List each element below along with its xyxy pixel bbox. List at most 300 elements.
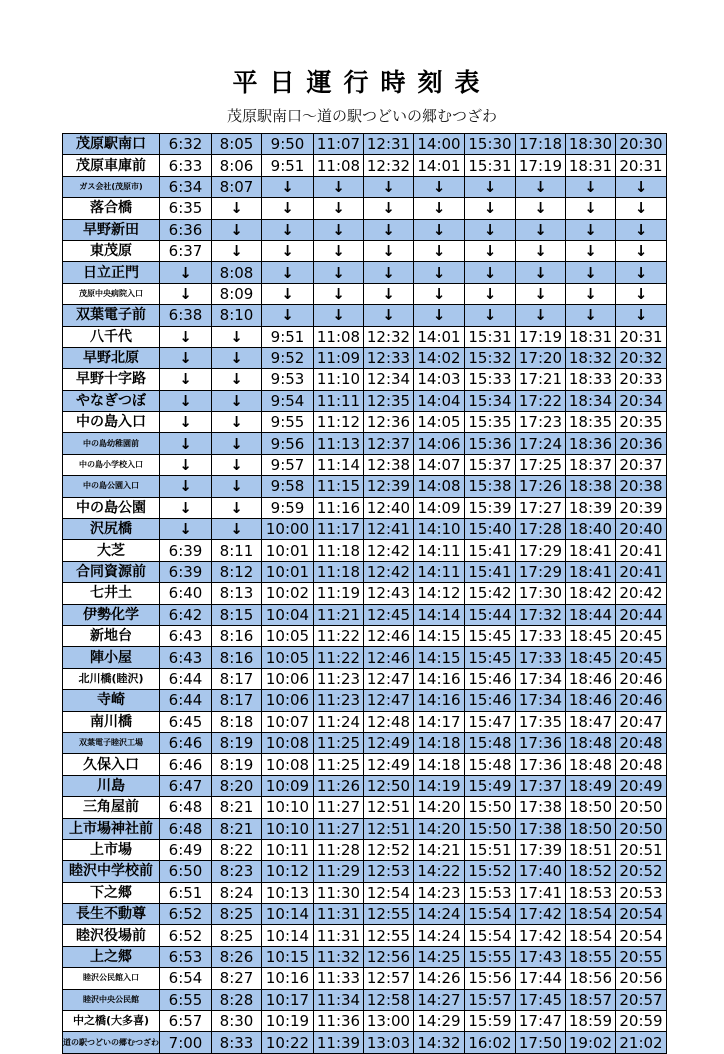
departure-time: 12:55: [364, 904, 414, 925]
departure-time: ↓: [465, 219, 516, 240]
departure-time: 15:50: [465, 818, 516, 839]
departure-time: 12:46: [364, 625, 414, 646]
departure-time: ↓: [262, 198, 314, 219]
departure-time: 20:53: [616, 882, 667, 903]
departure-time: 15:39: [465, 497, 516, 518]
departure-time: 6:43: [160, 625, 212, 646]
departure-time: 12:47: [364, 668, 414, 689]
departure-time: 11:24: [314, 711, 364, 732]
departure-time: 10:06: [262, 690, 314, 711]
stop-name: 南川橋: [63, 711, 160, 732]
table-row: [63, 134, 667, 155]
stop-name: 寺崎: [63, 690, 160, 711]
departure-time: 11:13: [314, 433, 364, 454]
departure-time: 10:01: [262, 540, 314, 561]
departure-time: 8:21: [212, 818, 262, 839]
departure-time: 14:04: [414, 390, 465, 411]
departure-time: 14:09: [414, 497, 465, 518]
departure-time: 17:29: [516, 561, 566, 582]
departure-time: 8:09: [212, 283, 262, 304]
table-row: [63, 732, 667, 753]
table-row: [63, 625, 667, 646]
departure-time: 17:43: [516, 946, 566, 967]
departure-time: 18:41: [566, 561, 616, 582]
departure-time: ↓: [314, 283, 364, 304]
departure-time: 17:27: [516, 497, 566, 518]
departure-time: 18:44: [566, 604, 616, 625]
departure-time: 15:46: [465, 690, 516, 711]
table-row: [63, 690, 667, 711]
table-row: [63, 647, 667, 668]
departure-time: 14:19: [414, 775, 465, 796]
departure-time: 17:28: [516, 519, 566, 540]
stop-name: 久保入口: [63, 754, 160, 775]
departure-time: 18:51: [566, 839, 616, 860]
departure-time: 15:36: [465, 433, 516, 454]
departure-time: 12:32: [364, 326, 414, 347]
table-row: [63, 519, 667, 540]
table-row: [63, 1032, 667, 1053]
departure-time: ↓: [314, 240, 364, 261]
departure-time: 17:21: [516, 369, 566, 390]
departure-time: 12:32: [364, 155, 414, 176]
departure-time: 18:40: [566, 519, 616, 540]
table-row: [63, 454, 667, 475]
table-row: [63, 583, 667, 604]
departure-time: 6:57: [160, 1011, 212, 1032]
departure-time: 17:37: [516, 775, 566, 796]
departure-time: 11:23: [314, 690, 364, 711]
departure-time: 20:41: [616, 540, 667, 561]
departure-time: 12:45: [364, 604, 414, 625]
departure-time: 11:08: [314, 155, 364, 176]
stop-name: 早野北原: [63, 347, 160, 368]
departure-time: 18:41: [566, 540, 616, 561]
departure-time: 17:45: [516, 989, 566, 1010]
departure-time: 21:02: [616, 1032, 667, 1053]
departure-time: 6:51: [160, 882, 212, 903]
table-row: [63, 476, 667, 497]
departure-time: 6:52: [160, 925, 212, 946]
departure-time: 10:19: [262, 1011, 314, 1032]
table-row: [63, 861, 667, 882]
departure-time: ↓: [566, 240, 616, 261]
departure-time: 11:27: [314, 818, 364, 839]
departure-time: 17:34: [516, 690, 566, 711]
departure-time: 18:33: [566, 369, 616, 390]
departure-time: ↓: [212, 390, 262, 411]
departure-time: 8:25: [212, 925, 262, 946]
departure-time: 17:20: [516, 347, 566, 368]
table-row: [63, 882, 667, 903]
departure-time: ↓: [160, 519, 212, 540]
departure-time: 6:45: [160, 711, 212, 732]
departure-time: 12:34: [364, 369, 414, 390]
stop-name: 大芝: [63, 540, 160, 561]
departure-time: 12:51: [364, 818, 414, 839]
departure-time: ↓: [465, 240, 516, 261]
departure-time: 14:18: [414, 754, 465, 775]
stop-name: 中の島小学校入口: [63, 454, 160, 475]
departure-time: 10:14: [262, 904, 314, 925]
departure-time: 14:22: [414, 861, 465, 882]
departure-time: 6:33: [160, 155, 212, 176]
departure-time: 6:32: [160, 134, 212, 155]
departure-time: 6:39: [160, 561, 212, 582]
departure-time: 14:27: [414, 989, 465, 1010]
departure-time: 15:45: [465, 647, 516, 668]
departure-time: 12:31: [364, 134, 414, 155]
departure-time: 15:59: [465, 1011, 516, 1032]
departure-time: 13:03: [364, 1032, 414, 1053]
departure-time: 14:20: [414, 818, 465, 839]
departure-time: 17:42: [516, 925, 566, 946]
table-row: [63, 412, 667, 433]
departure-time: 11:10: [314, 369, 364, 390]
departure-time: 12:55: [364, 925, 414, 946]
departure-time: ↓: [616, 198, 667, 219]
departure-time: ↓: [616, 283, 667, 304]
stop-name: 東茂原: [63, 240, 160, 261]
departure-time: ↓: [314, 305, 364, 326]
departure-time: ↓: [414, 198, 465, 219]
departure-time: 15:30: [465, 134, 516, 155]
departure-time: 20:51: [616, 839, 667, 860]
stop-name: 早野新田: [63, 219, 160, 240]
departure-time: 20:45: [616, 647, 667, 668]
departure-time: 9:56: [262, 433, 314, 454]
departure-time: 14:11: [414, 540, 465, 561]
departure-time: 14:03: [414, 369, 465, 390]
departure-time: 17:38: [516, 818, 566, 839]
departure-time: 20:31: [616, 326, 667, 347]
departure-time: 12:56: [364, 946, 414, 967]
departure-time: 10:01: [262, 561, 314, 582]
departure-time: 15:33: [465, 369, 516, 390]
stop-name: 八千代: [63, 326, 160, 347]
departure-time: 14:11: [414, 561, 465, 582]
stop-name: 三角屋前: [63, 797, 160, 818]
departure-time: ↓: [364, 305, 414, 326]
departure-time: ↓: [516, 262, 566, 283]
departure-time: 12:38: [364, 454, 414, 475]
departure-time: ↓: [465, 176, 516, 197]
departure-time: 20:59: [616, 1011, 667, 1032]
timetable: [62, 133, 667, 1054]
departure-time: 12:35: [364, 390, 414, 411]
departure-time: 10:16: [262, 968, 314, 989]
stop-name: 双葉電子前: [63, 305, 160, 326]
departure-time: 15:38: [465, 476, 516, 497]
departure-time: 20:35: [616, 412, 667, 433]
table-row: [63, 968, 667, 989]
departure-time: 8:25: [212, 904, 262, 925]
table-row: [63, 775, 667, 796]
page-title: 平日運行時刻表: [232, 68, 492, 97]
departure-time: ↓: [262, 305, 314, 326]
departure-time: 17:34: [516, 668, 566, 689]
stop-name: 伊勢化学: [63, 604, 160, 625]
departure-time: ↓: [364, 219, 414, 240]
departure-time: 18:31: [566, 155, 616, 176]
stop-name: 中の島公園入口: [63, 476, 160, 497]
departure-time: 9:53: [262, 369, 314, 390]
departure-time: 18:53: [566, 882, 616, 903]
departure-time: 18:59: [566, 1011, 616, 1032]
departure-time: 10:09: [262, 775, 314, 796]
departure-time: ↓: [364, 240, 414, 261]
departure-time: 10:05: [262, 625, 314, 646]
table-row: [63, 604, 667, 625]
departure-time: 15:55: [465, 946, 516, 967]
departure-time: 20:32: [616, 347, 667, 368]
departure-time: 20:46: [616, 690, 667, 711]
departure-time: 18:46: [566, 668, 616, 689]
departure-time: 17:25: [516, 454, 566, 475]
departure-time: 14:17: [414, 711, 465, 732]
departure-time: 10:00: [262, 519, 314, 540]
departure-time: 12:33: [364, 347, 414, 368]
table-row: [63, 176, 667, 197]
departure-time: ↓: [160, 390, 212, 411]
departure-time: 11:36: [314, 1011, 364, 1032]
departure-time: 6:38: [160, 305, 212, 326]
departure-time: 17:39: [516, 839, 566, 860]
departure-time: 17:18: [516, 134, 566, 155]
stop-name: 中の島公園: [63, 497, 160, 518]
departure-time: 14:00: [414, 134, 465, 155]
departure-time: 15:51: [465, 839, 516, 860]
departure-time: 17:19: [516, 326, 566, 347]
departure-time: 20:31: [616, 155, 667, 176]
departure-time: 18:55: [566, 946, 616, 967]
departure-time: ↓: [212, 198, 262, 219]
departure-time: 14:20: [414, 797, 465, 818]
departure-time: ↓: [616, 176, 667, 197]
table-row: [63, 925, 667, 946]
departure-time: ↓: [364, 262, 414, 283]
departure-time: 18:54: [566, 904, 616, 925]
departure-time: ↓: [364, 283, 414, 304]
departure-time: 15:49: [465, 775, 516, 796]
departure-time: 11:39: [314, 1032, 364, 1053]
departure-time: 17:26: [516, 476, 566, 497]
departure-time: ↓: [160, 369, 212, 390]
stop-name: 中の島入口: [63, 412, 160, 433]
departure-time: 11:18: [314, 540, 364, 561]
departure-time: 11:09: [314, 347, 364, 368]
table-row: [63, 155, 667, 176]
departure-time: 18:36: [566, 433, 616, 454]
departure-time: 14:05: [414, 412, 465, 433]
departure-time: 18:34: [566, 390, 616, 411]
departure-time: 6:48: [160, 797, 212, 818]
departure-time: ↓: [160, 262, 212, 283]
departure-time: 20:54: [616, 904, 667, 925]
departure-time: 15:52: [465, 861, 516, 882]
departure-time: 10:10: [262, 818, 314, 839]
departure-time: 8:30: [212, 1011, 262, 1032]
stop-name: 川島: [63, 775, 160, 796]
stop-name: 睦沢中学校前: [63, 861, 160, 882]
departure-time: 15:31: [465, 326, 516, 347]
stop-name: 新地台: [63, 625, 160, 646]
departure-time: 20:56: [616, 968, 667, 989]
departure-time: ↓: [212, 476, 262, 497]
departure-time: 18:54: [566, 925, 616, 946]
departure-time: 6:46: [160, 754, 212, 775]
departure-time: ↓: [465, 305, 516, 326]
departure-time: 14:15: [414, 625, 465, 646]
table-row: [63, 326, 667, 347]
departure-time: 6:50: [160, 861, 212, 882]
departure-time: 20:45: [616, 625, 667, 646]
departure-time: ↓: [516, 176, 566, 197]
departure-time: 6:52: [160, 904, 212, 925]
departure-time: 10:12: [262, 861, 314, 882]
departure-time: 11:15: [314, 476, 364, 497]
departure-time: 14:18: [414, 732, 465, 753]
departure-time: 10:07: [262, 711, 314, 732]
departure-time: ↓: [465, 262, 516, 283]
departure-time: 17:19: [516, 155, 566, 176]
departure-time: 20:37: [616, 454, 667, 475]
departure-time: 8:21: [212, 797, 262, 818]
departure-time: 18:47: [566, 711, 616, 732]
departure-time: 20:40: [616, 519, 667, 540]
departure-time: 6:54: [160, 968, 212, 989]
departure-time: 9:51: [262, 155, 314, 176]
departure-time: 10:13: [262, 882, 314, 903]
departure-time: 8:20: [212, 775, 262, 796]
departure-time: 18:31: [566, 326, 616, 347]
departure-time: ↓: [616, 219, 667, 240]
departure-time: ↓: [566, 283, 616, 304]
departure-time: 15:31: [465, 155, 516, 176]
stop-name: 下之郷: [63, 882, 160, 903]
departure-time: 13:00: [364, 1011, 414, 1032]
table-row: [63, 839, 667, 860]
departure-time: 20:49: [616, 775, 667, 796]
departure-time: ↓: [160, 476, 212, 497]
departure-time: 15:57: [465, 989, 516, 1010]
departure-time: 17:23: [516, 412, 566, 433]
departure-time: 15:44: [465, 604, 516, 625]
departure-time: 17:40: [516, 861, 566, 882]
departure-time: 12:40: [364, 497, 414, 518]
table-row: [63, 754, 667, 775]
departure-time: 8:05: [212, 134, 262, 155]
departure-time: ↓: [616, 240, 667, 261]
departure-time: 8:16: [212, 625, 262, 646]
stop-name: 七井土: [63, 583, 160, 604]
departure-time: 9:54: [262, 390, 314, 411]
departure-time: ↓: [160, 454, 212, 475]
departure-time: ↓: [160, 433, 212, 454]
departure-time: 14:29: [414, 1011, 465, 1032]
departure-time: 10:08: [262, 754, 314, 775]
departure-time: ↓: [414, 283, 465, 304]
stop-name: 合同資源前: [63, 561, 160, 582]
departure-time: 6:36: [160, 219, 212, 240]
departure-time: 14:02: [414, 347, 465, 368]
stop-name: 上市場神社前: [63, 818, 160, 839]
departure-time: 11:26: [314, 775, 364, 796]
departure-time: 18:38: [566, 476, 616, 497]
departure-time: 18:50: [566, 818, 616, 839]
table-row: [63, 946, 667, 967]
stop-name: 中之橋(大多喜): [63, 1011, 160, 1032]
departure-time: 10:22: [262, 1032, 314, 1053]
departure-time: 18:49: [566, 775, 616, 796]
departure-time: 17:42: [516, 904, 566, 925]
departure-time: ↓: [516, 240, 566, 261]
departure-time: 11:08: [314, 326, 364, 347]
departure-time: ↓: [212, 454, 262, 475]
departure-time: ↓: [616, 262, 667, 283]
departure-time: 9:58: [262, 476, 314, 497]
departure-time: 20:55: [616, 946, 667, 967]
stop-name: 茂原駅南口: [63, 134, 160, 155]
stop-name: 睦沢中央公民館: [63, 989, 160, 1010]
departure-time: 18:30: [566, 134, 616, 155]
departure-time: 20:47: [616, 711, 667, 732]
departure-time: 14:16: [414, 690, 465, 711]
stop-name: 茂原中央病院入口: [63, 283, 160, 304]
departure-time: 8:22: [212, 839, 262, 860]
departure-time: ↓: [212, 412, 262, 433]
departure-time: ↓: [262, 283, 314, 304]
departure-time: ↓: [160, 283, 212, 304]
departure-time: ↓: [414, 176, 465, 197]
departure-time: 14:01: [414, 155, 465, 176]
table-row: [63, 262, 667, 283]
departure-time: 15:42: [465, 583, 516, 604]
departure-time: 20:41: [616, 561, 667, 582]
departure-time: 12:57: [364, 968, 414, 989]
departure-time: 11:22: [314, 647, 364, 668]
table-row: [63, 540, 667, 561]
departure-time: ↓: [516, 198, 566, 219]
departure-time: ↓: [465, 198, 516, 219]
departure-time: 6:55: [160, 989, 212, 1010]
stop-name: 陣小屋: [63, 647, 160, 668]
departure-time: 14:15: [414, 647, 465, 668]
departure-time: 10:06: [262, 668, 314, 689]
departure-time: 12:49: [364, 754, 414, 775]
departure-time: 20:34: [616, 390, 667, 411]
departure-time: ↓: [314, 219, 364, 240]
departure-time: 18:46: [566, 690, 616, 711]
departure-time: ↓: [414, 305, 465, 326]
departure-time: 11:21: [314, 604, 364, 625]
departure-time: ↓: [414, 240, 465, 261]
departure-time: 17:32: [516, 604, 566, 625]
departure-time: 15:41: [465, 561, 516, 582]
departure-time: 6:34: [160, 176, 212, 197]
departure-time: 20:50: [616, 818, 667, 839]
departure-time: 12:41: [364, 519, 414, 540]
departure-time: 11:17: [314, 519, 364, 540]
departure-time: 15:47: [465, 711, 516, 732]
table-row: [63, 711, 667, 732]
departure-time: 8:10: [212, 305, 262, 326]
table-row: [63, 989, 667, 1010]
departure-time: 14:21: [414, 839, 465, 860]
departure-time: 9:59: [262, 497, 314, 518]
departure-time: 8:17: [212, 690, 262, 711]
departure-time: 12:46: [364, 647, 414, 668]
